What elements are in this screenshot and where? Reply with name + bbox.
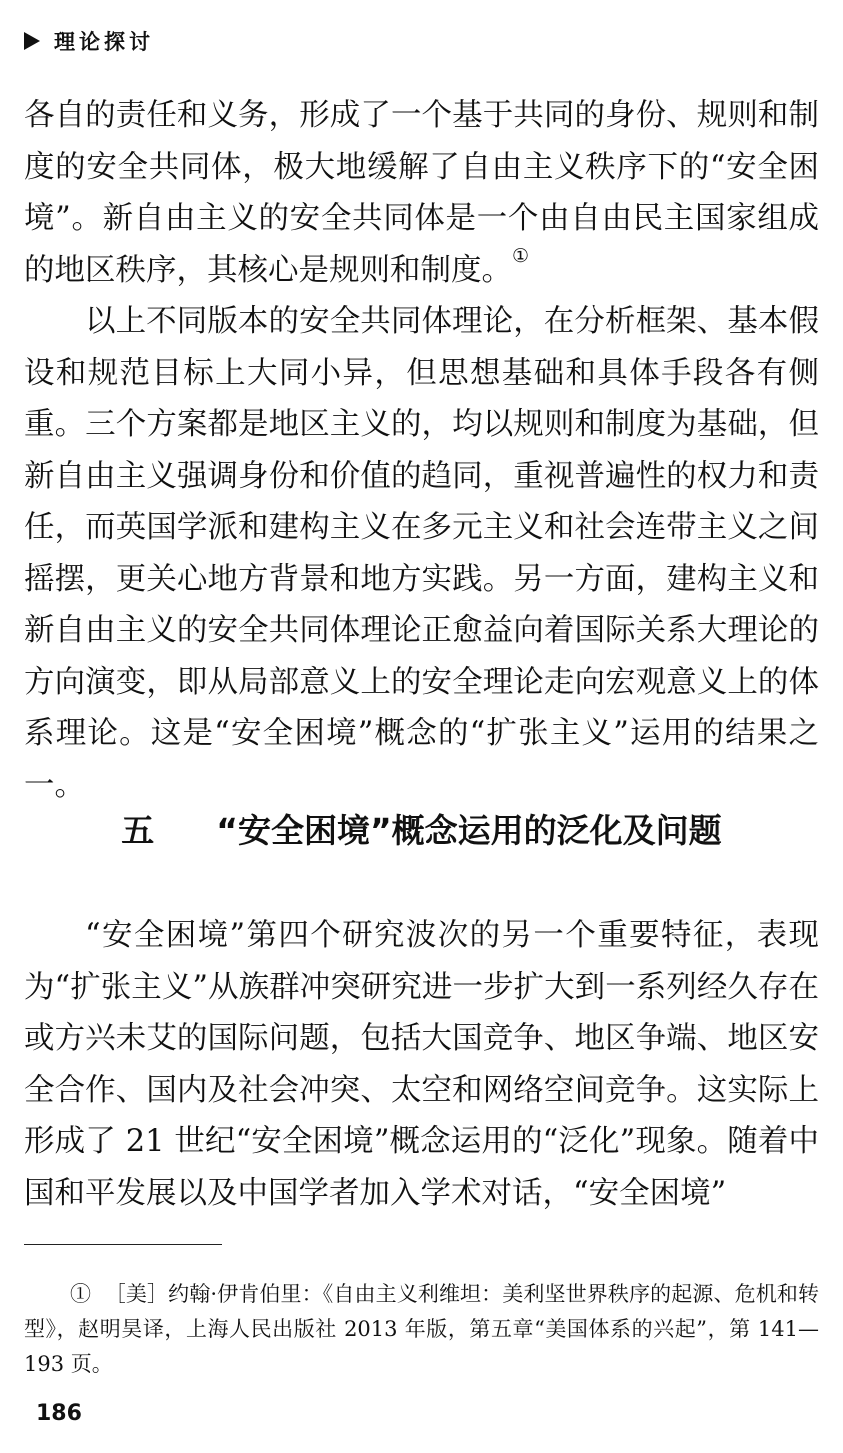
footnote-text: ［美］约翰·伊肯伯里：《自由主义利维坦：美利坚世界秩序的起源、危机和转型》，赵明昊译，上海人民出版社 2013 年版，第五章“美国体系的兴起”，第 141—193 页。 <box>24 1282 819 1376</box>
section-heading-number: 五 <box>121 811 155 850</box>
page-number: 186 <box>36 1401 82 1426</box>
running-header-section: 理论探讨 <box>54 30 154 54</box>
footnote-reference[interactable]: ① <box>512 244 530 267</box>
section-heading <box>0 806 843 856</box>
footnote-divider <box>24 1244 222 1245</box>
footnote-marker: ① <box>70 1282 92 1306</box>
section-heading-title: “安全困境”概念运用的泛化及问题 <box>216 811 722 850</box>
paragraph-1: 各自的责任和义务，形成了一个基于共同的身份、规则和制度的安全共同体，极大地缓解了自由主义秩序下的“安全困境”。新自由主义的安全共同体是一个由自由民主国家组成的地区秩序，其核心是规则和制度。① <box>24 98 819 288</box>
paragraph-3: “安全困境”第四个研究波次的另一个重要特征，表现为“扩张主义”从族群冲突研究进一步扩大到一系列经久存在或方兴未艾的国际问题，包括大国竞争、地区争端、地区安全合作、国内及社会冲突、太空和网络空间竞争。这实际上形成了 21 世纪“安全困境”概念运用的“泛化”现象。随着中国和平发展以及中国学者加入学术对话，“安全困境” <box>24 918 819 1211</box>
body-text-bottom <box>24 910 819 1219</box>
paragraph-2: 以上不同版本的安全共同体理论，在分析框架、基本假设和规范目标上大同小异，但思想基础和具体手段各有侧重。三个方案都是地区主义的，均以规则和制度为基础，但新自由主义强调身份和价值的趋同，重视普遍性的权力和责任，而英国学派和建构主义在多元主义和社会连带主义之间摇摆，更关心地方背景和地方实践。另一方面，建构主义和新自由主义的安全共同体理论正愈益向着国际关系大理论的方向演变，即从局部意义上的安全理论走向宏观意义上的体系理论。这是“安全困境”概念的“扩张主义”运用的结果之一。 <box>24 304 819 803</box>
footnote <box>24 1277 819 1382</box>
body-text-top <box>24 90 819 811</box>
triangle-marker-icon <box>24 32 40 50</box>
running-header <box>24 26 154 56</box>
